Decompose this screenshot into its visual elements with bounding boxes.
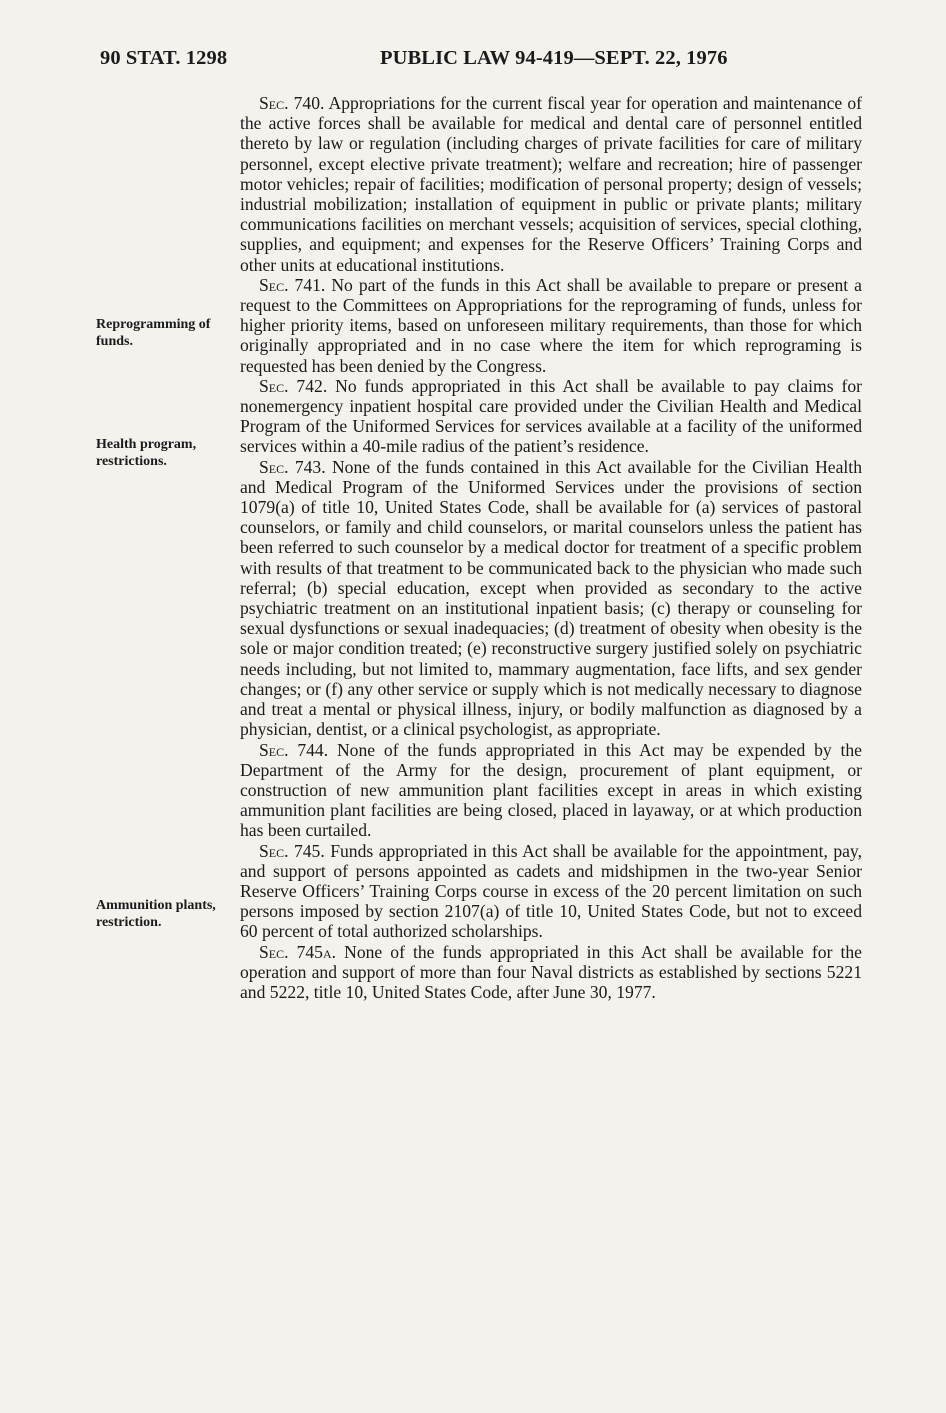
statute-body [240,93,862,1002]
section-744 [240,740,862,841]
section-745a [240,942,862,1003]
page-header-right: PUBLIC LAW 94-419—SEPT. 22, 1976 [380,47,728,69]
section-label: Sec. 741. [259,274,326,295]
margin-note-ammunition: Ammunition plants, restriction. [96,898,216,930]
section-label: Sec. 743. [259,456,326,477]
bleed-through-note [116,160,211,173]
section-text: None of the funds appropriated in this Act may be expended by the Department of the Army for the design, procurement of plant equipment, or construction of new ammunition plant facilities except in areas in which existing ammunition plant facilities are being closed, placed in layaway, or at which production has been curtailed. [240,739,862,841]
page-header-left: 90 STAT. 1298 [100,47,228,69]
section-label: Sec. 745. [259,840,325,861]
section-740 [240,93,862,275]
section-text: No part of the funds in this Act shall be available to prepare or present a request to the Committees on Appropriations for the reprograming of funds, unless for higher priority items, based on unforeseen military requirements, than those for which originally appropriated and in no case where the item for which reprograming is requested has been denied by the Congress. [240,274,862,376]
section-743 [240,457,862,740]
section-text: Appropriations for the current fiscal year for operation and maintenance of the active forces shall be available for medical and dental care of personnel entitled thereto by law or regulation (including charges of private facilities for care of military personnel, except elective private treatment); welfare and recreation; hire of passenger motor vehicles; repair of facilities; modification of personal property; design of vessels; industrial mobilization; installation of equipment in public or private plants; military communications facilities on merchant vessels; acquisition of services, special clothing, supplies, and equipment; and expenses for the Reserve Officers’ Training Corps and other units at educational institutions. [240,93,862,275]
section-text: Funds appropriated in this Act shall be available for the appointment, pay, and support of persons appointed as cadets and midshipmen in the two-year Senior Reserve Officers’ Training Corps course in excess of the 20 percent limitation on such persons imposed by section 2107(a) of title 10, United States Code, but not to exceed 60 percent of total authorized scholarships. [240,840,862,942]
section-text: None of the funds contained in this Act available for the Civilian Health and Medical Program of the Uniformed Services under the provisions of section 1079(a) of title 10, United States Code, shall be available for (a) services of pastoral counselors, or family and child counselors, or marital counselors unless the patient has been referred to such counselor by a medical doctor for treatment of a specific problem with results of that treatment to be communicated back to the physician who made such referral; (b) special education, except when provided as secondary to the active psychiatric treatment on an institutional inpatient basis; (c) therapy or counseling for sexual dysfunctions or sexual inadequacies; (d) treatment of obesity when obesity is the sole or major condition treated; (e) reconstructive surgery justified solely on psychiatric needs including, but not limited to, mammary augmentation, face lifts, and sex gender changes; or (f) any other service or supply which is not medically necessary to diagnose and treat a mental or physical illness, injury, or bodily malfunction as diagnosed by a physician, dentist, or a clinical psychologist, as appropriate. [240,456,862,740]
section-742 [240,376,862,457]
section-label: Sec. 744. [259,739,329,760]
section-text: None of the funds appropriated in this Act shall be available for the operation and support of more than four Naval districts as established by sections 5221 and 5222, title 10, United States Code, after June 30, 1977. [240,941,862,1002]
margin-note-reprogramming: Reprogramming of funds. [96,317,211,349]
section-741 [240,275,862,376]
section-label: Sec. 742. [259,375,328,396]
section-label: Sec. 740. [259,93,325,113]
section-text: No funds appropriated in this Act shall be available to pay claims for nonemergency inpatient hospital care provided under the Civilian Health and Medical Program of the Uniformed Services for services available at a facility of the uniformed services within a 40-mile radius of the patient’s residence. [240,375,862,457]
section-label: Sec. 745a. [259,941,337,962]
margin-note-health-program: Health program, restrictions. [96,437,197,469]
section-745 [240,841,862,942]
